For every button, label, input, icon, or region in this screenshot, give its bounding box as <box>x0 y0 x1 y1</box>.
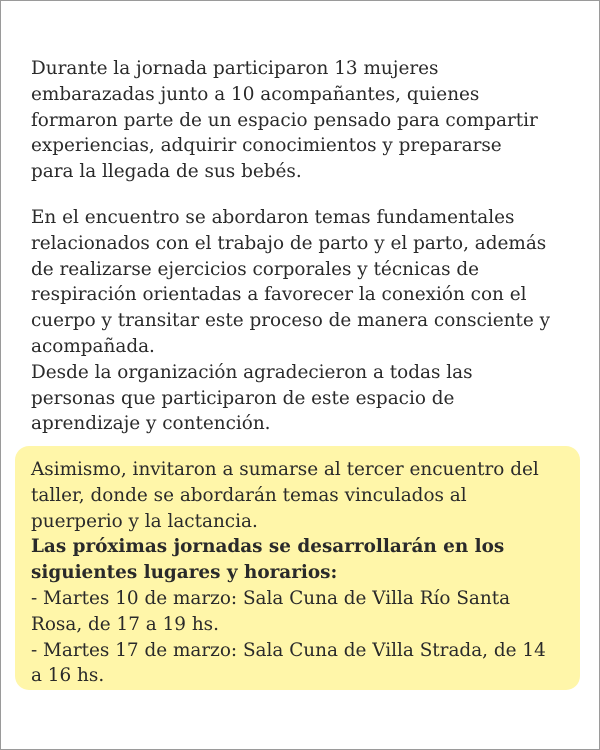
text-line: Asimismo, invitaron a sumarse al tercer encuentro del <box>31 459 539 480</box>
paragraph-topics <box>31 205 576 437</box>
text-line: formaron parte de un espacio pensado para compartir <box>31 109 538 131</box>
text-line: experiencias, adquirir conocimientos y prepararse <box>31 135 502 157</box>
text-line: puerperio y la lactancia. <box>31 510 258 532</box>
text-line: En el encuentro se abordaron temas fundamentales <box>31 207 515 228</box>
text-line: acompañada. <box>31 335 155 357</box>
text-line: personas que participaron de este espacio de <box>31 387 455 409</box>
text-line: relacionados con el trabajo de parto y el parto, además <box>31 232 547 254</box>
text-line: Durante la jornada participaron 13 mujeres <box>31 58 439 79</box>
schedule-heading: siguientes lugares y horarios: <box>31 562 338 584</box>
schedule-item: Rosa, de 17 a 19 hs. <box>31 613 219 635</box>
paragraph-participation <box>31 56 576 185</box>
text-line: respiración orientadas a favorecer la conexión con el <box>31 284 527 306</box>
text-line: Desde la organización agradecieron a todas las <box>31 361 473 383</box>
schedule-item: - Martes 17 de marzo: Sala Cuna de Villa Strada, de 14 <box>31 639 546 661</box>
text-line: embarazadas junto a 10 acompañantes, quienes <box>31 83 480 105</box>
text-line: taller, donde se abordarán temas vinculados al <box>31 484 467 506</box>
text-line: cuerpo y transitar este proceso de manera consciente y <box>31 310 550 332</box>
text-line: para la llegada de sus bebés. <box>31 161 302 183</box>
highlight-content <box>31 457 571 689</box>
schedule-item: a 16 hs. <box>31 665 105 687</box>
schedule-heading: Las próximas jornadas se desarrollarán en los <box>31 536 505 558</box>
text-line: de realizarse ejercicios corporales y técnicas de <box>31 258 480 280</box>
text-line: aprendizaje y contención. <box>31 413 271 435</box>
schedule-item: - Martes 10 de marzo: Sala Cuna de Villa Río Santa <box>31 587 511 609</box>
